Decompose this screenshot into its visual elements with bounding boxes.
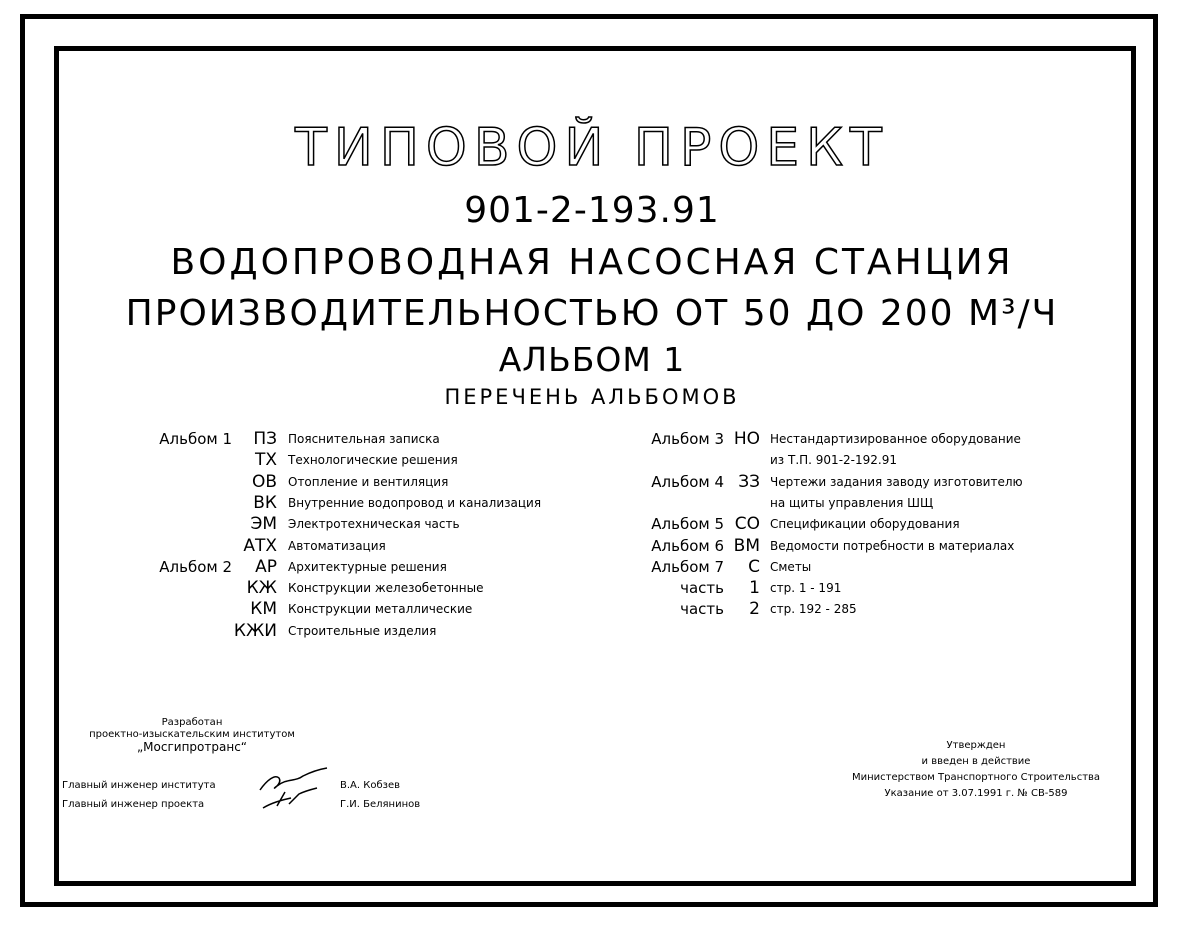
album-list-desc: Ведомости потребности в материалах <box>770 538 1015 553</box>
album-list-code: ВМ <box>733 535 760 556</box>
approval-line2: и введен в действие <box>921 756 1031 767</box>
project-name-line2: ПРОИЗВОДИТЕЛЬНОСТЬЮ ОТ 50 ДО 200 М³/Ч <box>125 293 1059 334</box>
album-list-code: СО <box>734 514 760 535</box>
album-list-code: ЗЗ <box>738 471 760 492</box>
album-list-code: ОВ <box>251 471 277 492</box>
album-list-desc: стр. 192 - 285 <box>770 602 857 617</box>
approval-line1: Утвержден <box>946 740 1006 751</box>
album-list-album <box>120 577 232 599</box>
album-list-code: НО <box>733 429 760 449</box>
album-list-album <box>120 492 232 514</box>
album-list-album <box>120 471 232 493</box>
album-list-code: С <box>748 556 760 577</box>
developer-line2: проектно-изыскательским институтом <box>89 729 295 740</box>
album-list-desc: Отопление и вентиляция <box>288 474 449 489</box>
project-name-line1: ВОДОПРОВОДНАЯ НАСОСНАЯ СТАНЦИЯ <box>170 242 1014 283</box>
signature-name-2: Г.И. Белянинов <box>340 799 421 810</box>
project-code: 901-2-193.91 <box>464 190 720 231</box>
album-list-album <box>120 598 232 620</box>
album-list-album: Альбом 5 <box>651 515 724 534</box>
document-title: ТИПОВОЙ ПРОЕКТ <box>295 118 889 178</box>
album-list-album <box>624 492 724 514</box>
album-list-code: КЖ <box>246 578 277 599</box>
album-list-code <box>720 449 760 471</box>
album-list-code: 2 <box>749 599 760 620</box>
album-list-code: 1 <box>749 578 760 599</box>
album-list-album: Альбом 4 <box>651 472 724 491</box>
album-list-code: АР <box>255 556 277 577</box>
album-list-album: Альбом 6 <box>651 536 724 555</box>
album-list-desc: Конструкции металлические <box>288 602 473 617</box>
album-list-album <box>120 620 232 642</box>
album-list-code: КМ <box>250 599 277 620</box>
album-list-desc: Архитектурные решения <box>288 559 447 574</box>
album-list-album <box>120 513 232 535</box>
developer-line1: Разработан <box>161 717 223 728</box>
album-list-desc: Сметы <box>770 559 812 574</box>
album-list-title: ПЕРЕЧЕНЬ АЛЬБОМОВ <box>444 385 740 409</box>
album-list-desc: Пояснительная записка <box>288 432 440 446</box>
album-list-album <box>120 449 232 471</box>
album-list-album: Альбом 1 <box>159 430 232 448</box>
album-list-code <box>720 492 760 514</box>
album-list-album: Альбом 2 <box>159 557 232 576</box>
album-list-desc: Нестандартизированное оборудование <box>770 432 1021 446</box>
album-list-album: часть <box>680 600 724 619</box>
signature-name-1: В.А. Кобзев <box>340 780 400 791</box>
album-list-code: ТХ <box>254 450 277 471</box>
album-list-album: Альбом 7 <box>651 557 724 576</box>
album-list-desc: Внутренние водопровод и канализация <box>288 495 542 510</box>
album-list-desc: стр. 1 - 191 <box>770 581 842 596</box>
approval-line3: Министерством Транспортного Строительства <box>851 772 1101 783</box>
album-list-code: КЖИ <box>233 620 277 641</box>
album-list-album <box>624 449 724 471</box>
album-list-desc: Спецификации оборудования <box>770 517 960 532</box>
album-list-desc: Конструкции железобетонные <box>288 581 484 596</box>
album-list-desc: Автоматизация <box>288 538 386 553</box>
album-number: АЛЬБОМ 1 <box>498 340 686 379</box>
album-list-desc: Строительные изделия <box>288 623 437 638</box>
album-list-code: ПЗ <box>253 429 277 449</box>
album-list-desc: на щиты управления ШЩ <box>770 495 934 510</box>
signature-role-1: Главный инженер института <box>62 780 216 791</box>
album-list-desc: Электротехническая часть <box>288 517 460 532</box>
album-list-code: АТХ <box>243 535 277 556</box>
approval-line4: Указание от 3.07.1991 г. № СВ-589 <box>884 788 1068 799</box>
album-list-album: часть <box>680 579 724 598</box>
handwritten-signatures <box>255 762 335 812</box>
developer-block <box>62 717 322 753</box>
developer-line3: „Мосгипротранс“ <box>136 740 248 754</box>
album-list-album: Альбом 3 <box>651 430 724 448</box>
album-list-album <box>120 535 232 557</box>
album-list-code: ВК <box>253 492 277 513</box>
album-list-desc: Технологические решения <box>288 453 458 468</box>
signature-role-2: Главный инженер проекта <box>62 799 205 810</box>
album-list-desc: из Т.П. 901-2-192.91 <box>770 453 897 468</box>
album-list-desc: Чертежи задания заводу изготовителю <box>770 474 1023 489</box>
album-list-code: ЭМ <box>250 514 277 535</box>
approval-block <box>836 738 1116 802</box>
